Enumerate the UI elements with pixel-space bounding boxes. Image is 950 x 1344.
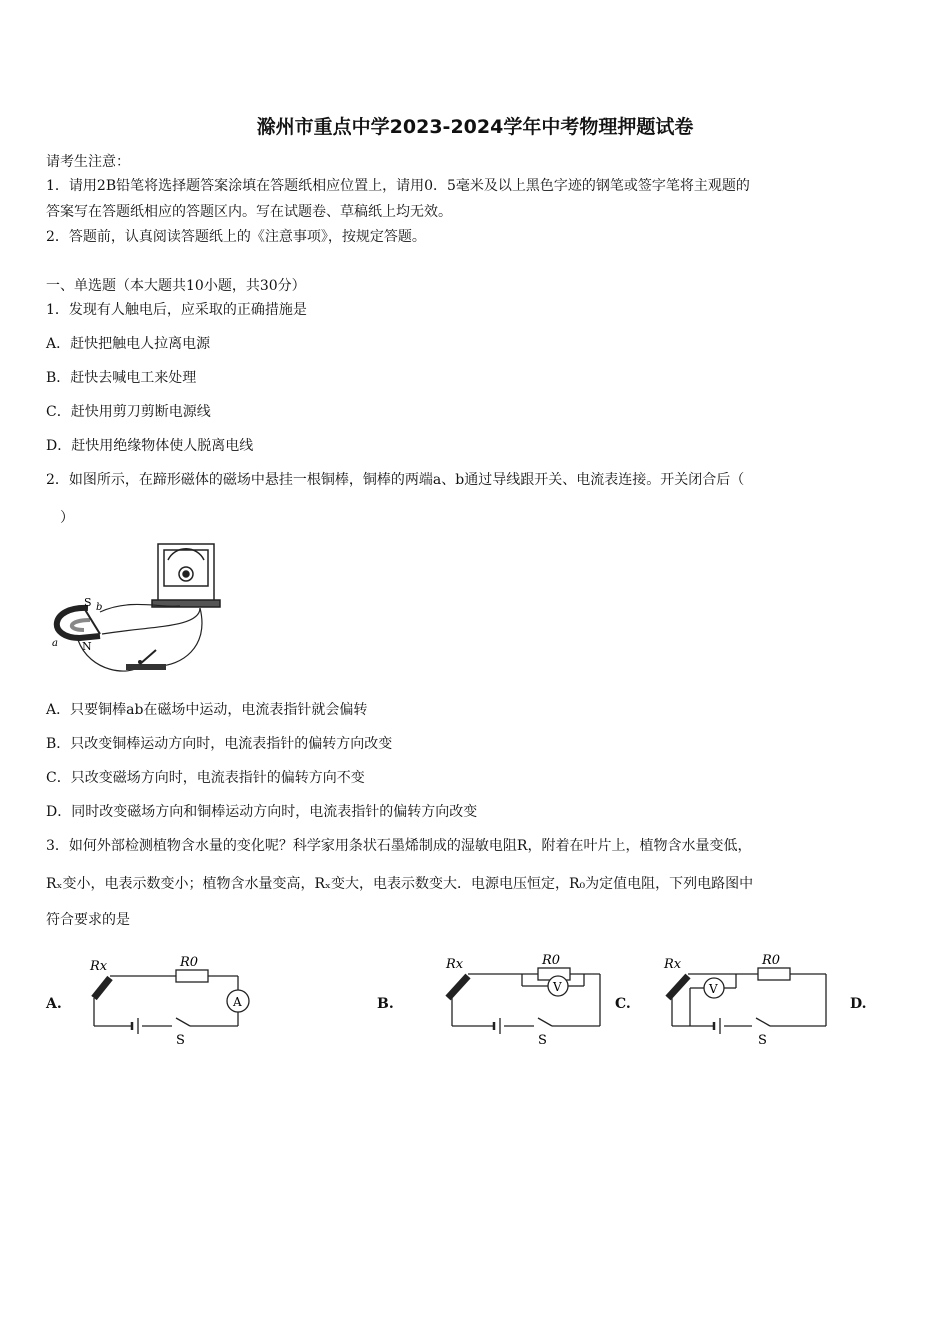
q3-circuit-b	[412, 948, 612, 1048]
label-rx: Rx	[446, 957, 464, 972]
label-r0: R0	[762, 953, 781, 968]
label-ammeter: A	[233, 995, 242, 1009]
q3-circuit-a	[80, 948, 260, 1048]
label-rx: Rx	[664, 957, 682, 972]
label-a: a	[52, 638, 58, 649]
notice-line-3: 2．答题前，认真阅读答题纸上的《注意事项》，按规定答题。	[46, 229, 426, 245]
q3-line-2: Rₓ变小，电表示数变小；植物含水量变高，Rₓ变大，电表示数变大．电源电压恒定，R₀为定值电阻，下列电路图中	[46, 876, 754, 892]
notice-heading: 请考生注意：	[46, 154, 130, 170]
label-r0: R0	[542, 953, 561, 968]
q1-stem: 1．发现有人触电后，应采取的正确措施是	[46, 302, 307, 318]
page-title: 滁州市重点中学2023-2024学年中考物理押题试卷	[256, 116, 694, 138]
notice-line-2: 答案写在答题纸相应的答题区内。写在试题卷、草稿纸上均无效。	[46, 204, 452, 220]
notice-line-1: 1．请用2B铅笔将选择题答案涂填在答题纸相应位置上，请用0．5毫米及以上黑色字迹的钢笔或签字笔将主观题的	[46, 178, 750, 194]
q3-label-d: D.	[850, 996, 867, 1012]
q2-stem-close: ）	[60, 510, 74, 526]
q1-option-d: D．赶快用绝缘物体使人脱离电线	[46, 438, 254, 454]
label-switch: S	[176, 1033, 185, 1048]
galvanometer	[152, 544, 220, 607]
q1-option-c: C．赶快用剪刀剪断电源线	[46, 404, 211, 420]
q2-option-b: B．只改变铜棒运动方向时，电流表指针的偏转方向改变	[46, 736, 393, 752]
q3-label-a: A.	[46, 996, 62, 1012]
q2-figure	[40, 538, 240, 688]
q3-line-3: 符合要求的是	[46, 912, 130, 928]
q3-line-1: 3．如何外部检测植物含水量的变化呢？科学家用条状石墨烯制成的湿敏电阻R，附着在叶片上，植物含水量变低，	[46, 838, 752, 854]
label-n: N	[82, 640, 92, 653]
q2-option-d: D．同时改变磁场方向和铜棒运动方向时，电流表指针的偏转方向改变	[46, 804, 478, 820]
switch	[126, 650, 166, 670]
label-rx: Rx	[90, 959, 108, 974]
q3-label-c: C.	[615, 996, 631, 1012]
q1-option-b: B．赶快去喊电工来处理	[46, 370, 197, 386]
q3-circuit-c	[640, 948, 840, 1048]
q2-option-c: C．只改变磁场方向时，电流表指针的偏转方向不变	[46, 770, 365, 786]
section-heading: 一、单选题（本大题共10小题，共30分）	[46, 278, 306, 294]
q1-option-a: A．赶快把触电人拉离电源	[46, 336, 211, 352]
label-voltmeter: V	[553, 980, 562, 994]
q3-label-b: B.	[377, 996, 394, 1012]
label-switch: S	[758, 1033, 767, 1048]
label-voltmeter: V	[709, 982, 718, 996]
q2-stem: 2．如图所示，在蹄形磁体的磁场中悬挂一根铜棒，铜棒的两端a、b通过导线跟开关、电流表连接。开关闭合后（	[46, 472, 745, 488]
label-r0: R0	[180, 955, 199, 970]
q2-option-a: A．只要铜棒ab在磁场中运动，电流表指针就会偏转	[46, 702, 368, 718]
label-s: S	[84, 596, 92, 609]
label-switch: S	[538, 1033, 547, 1048]
label-b: b	[96, 602, 103, 613]
